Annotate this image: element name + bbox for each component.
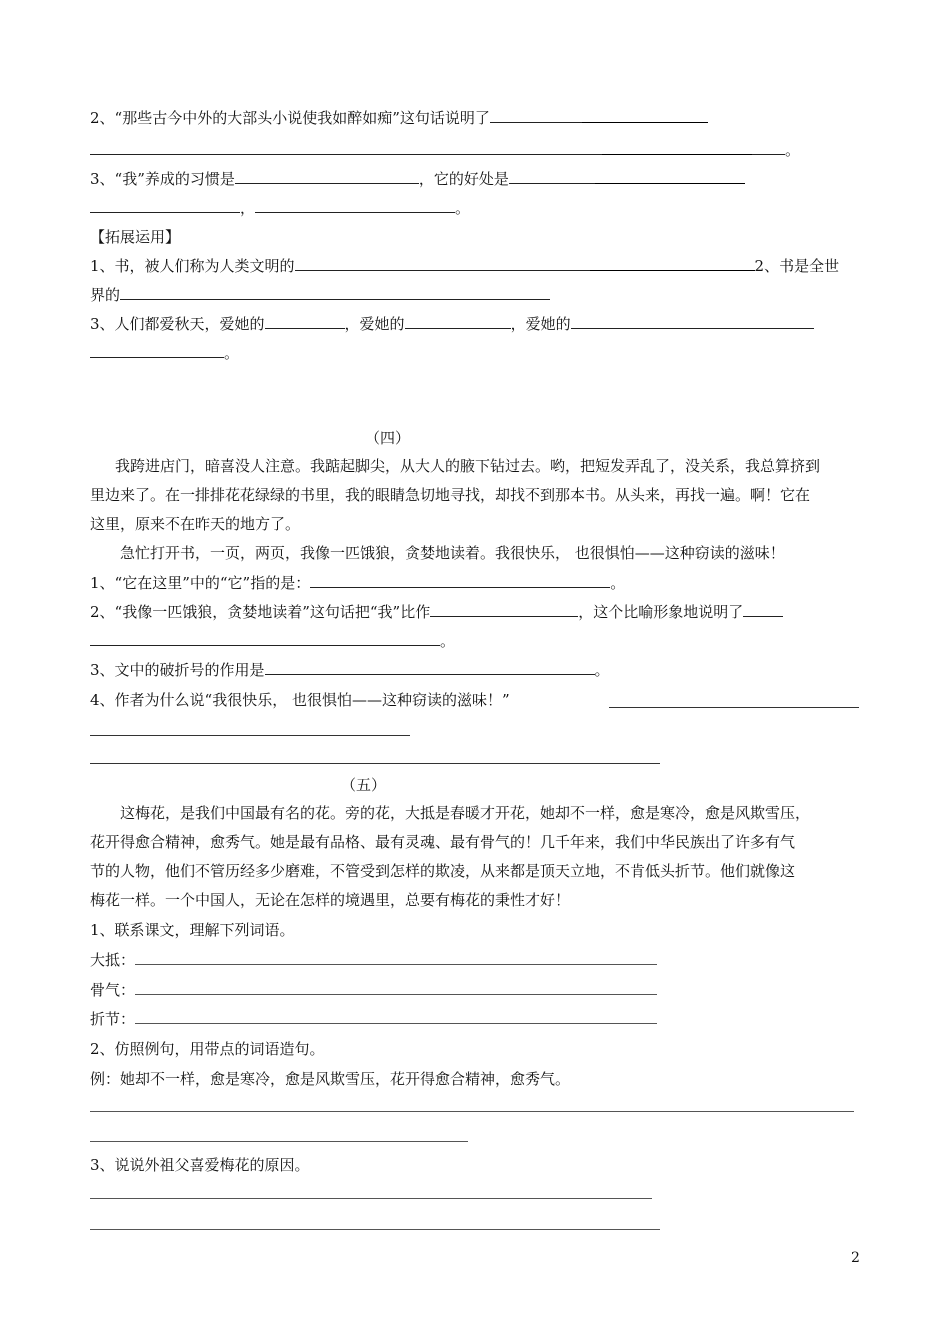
- section-5-question-3: 3、说说外祖父喜爱梅花的原因。: [90, 1156, 310, 1174]
- question-3: [90, 169, 745, 189]
- answer-blank[interactable]: [90, 631, 440, 646]
- expansion-question-3-line2: [90, 343, 239, 363]
- question-text: ，爱她的: [510, 315, 571, 333]
- section-5-heading: （五）: [341, 776, 387, 794]
- section-4-question-2-line2: [90, 631, 455, 651]
- answer-blank[interactable]: [571, 314, 814, 329]
- answer-blank[interactable]: [490, 108, 582, 123]
- example-sentence: 例：她却不一样，愈是寒冷，愈是风欺雪压，花开得愈合精神，愈秀气。: [90, 1070, 571, 1088]
- period: 。: [594, 661, 610, 679]
- question-text: ，爱她的: [344, 315, 405, 333]
- word-guqi: [90, 980, 657, 1000]
- passage-5-line-3: 节的人物，他们不管历经多少磨难，不管受到怎样的欺凌，从来都是顶天立地，不肯低头折节。他们就像这: [90, 862, 796, 880]
- answer-blank[interactable]: [235, 169, 419, 184]
- answer-blank[interactable]: [430, 602, 578, 617]
- answer-blank[interactable]: [310, 573, 610, 588]
- answer-blank[interactable]: [265, 660, 595, 675]
- answer-blank[interactable]: [405, 314, 511, 329]
- answer-blank[interactable]: [90, 140, 602, 155]
- section-4-question-3: [90, 660, 610, 680]
- answer-blank[interactable]: [582, 108, 708, 123]
- answer-blank[interactable]: [135, 1009, 657, 1024]
- word-label: 折节：: [90, 1010, 136, 1028]
- question-text: 3、文中的破折号的作用是: [90, 661, 265, 679]
- answer-blank[interactable]: [135, 950, 657, 965]
- answer-line[interactable]: [90, 1111, 854, 1112]
- answer-line[interactable]: [90, 1141, 468, 1142]
- word-dadi: [90, 950, 657, 970]
- period: 。: [785, 141, 801, 159]
- answer-blank[interactable]: [255, 198, 455, 213]
- answer-blank[interactable]: [595, 169, 745, 184]
- question-text: ，它的好处是: [418, 170, 509, 188]
- passage-5-line-2: 花开得愈合精神，愈秀气。她是最有品格、最有灵魂、最有骨气的！几千年来，我们中华民族出了许多有气: [90, 833, 796, 851]
- word-zhejie: [90, 1009, 657, 1029]
- answer-blank[interactable]: [602, 140, 752, 155]
- question-text: 2、“那些古今中外的大部头小说使我如醉如痴”这句话说明了: [90, 109, 490, 127]
- period: 。: [610, 574, 626, 592]
- question-text: 1、书，被人们称为人类文明的: [90, 257, 295, 275]
- passage-4-line-1: 我跨进店门，暗喜没人注意。我踮起脚尖，从大人的腋下钻过去。哟，把短发弄乱了，没关系，我总算挤到: [115, 457, 821, 475]
- section-4-heading: （四）: [365, 429, 411, 447]
- section-5-question-1: 1、联系课文，理解下列词语。: [90, 921, 295, 939]
- section-5-question-2: 2、仿照例句，用带点的词语造句。: [90, 1040, 325, 1058]
- question-3-line2: [90, 198, 470, 218]
- question-text: 界的: [90, 286, 121, 304]
- answer-line[interactable]: [90, 763, 660, 764]
- answer-blank[interactable]: [752, 140, 785, 155]
- passage-4-para-2: 急忙打开书，一页，两页，我像一匹饿狼，贪婪地读着。我很快乐， 也很惧怕——这种窃读的滋味！: [120, 544, 785, 562]
- page-number: 2: [851, 1250, 860, 1266]
- answer-line[interactable]: [609, 707, 859, 708]
- passage-5-line-1: 这梅花，是我们中国最有名的花。旁的花，大抵是春暖才开花，她却不一样，愈是寒冷，愈是风欺雪压，: [120, 804, 811, 822]
- answer-line[interactable]: [90, 735, 410, 736]
- expansion-question-1: [90, 256, 839, 276]
- period: 。: [455, 199, 471, 217]
- expansion-question-3: [90, 314, 814, 334]
- expansion-question-2-line2: [90, 285, 550, 305]
- section-4-question-1: [90, 573, 625, 593]
- question-text: ，这个比喻形象地说明了: [578, 603, 744, 621]
- answer-blank[interactable]: [90, 343, 224, 358]
- expansion-title: 【拓展运用】: [90, 228, 181, 246]
- answer-blank[interactable]: [135, 980, 657, 995]
- answer-line[interactable]: [90, 1198, 652, 1199]
- question-2-line2: [90, 140, 800, 160]
- answer-blank[interactable]: [743, 602, 783, 617]
- word-label: 骨气：: [90, 981, 136, 999]
- answer-blank[interactable]: [265, 314, 345, 329]
- question-text: 3、人们都爱秋天，爱她的: [90, 315, 265, 333]
- question-text: 2、“我像一匹饿狼，贪婪地读着”这句话把“我”比作: [90, 603, 431, 621]
- section-4-question-2: [90, 602, 783, 622]
- question-text: 1、“它在这里”中的“它”指的是：: [90, 574, 311, 592]
- passage-4-line-2: 里边来了。在一排排花花绿绿的书里，我的眼睛急切地寻找，却找不到那本书。从头来，再找一遍。啊！它在: [90, 486, 811, 504]
- answer-blank[interactable]: [90, 198, 240, 213]
- section-4-question-4: 4、作者为什么说“我很快乐， 也很惧怕——这种窃读的滋味！”: [90, 691, 510, 709]
- period: 。: [224, 344, 240, 362]
- question-text: 2、书是全世: [754, 257, 840, 275]
- answer-blank[interactable]: [120, 285, 550, 300]
- word-label: 大抵：: [90, 951, 136, 969]
- question-text: 3、“我”养成的习惯是: [90, 170, 235, 188]
- answer-blank[interactable]: [509, 169, 595, 184]
- comma: ，: [240, 199, 256, 217]
- answer-blank[interactable]: [295, 256, 590, 271]
- passage-5-line-4: 梅花一样。一个中国人，无论在怎样的境遇里，总要有梅花的秉性才好！: [90, 891, 571, 909]
- answer-line[interactable]: [90, 1229, 660, 1230]
- period: 。: [440, 632, 456, 650]
- answer-blank[interactable]: [590, 256, 755, 271]
- passage-4-line-3: 这里，原来不在昨天的地方了。: [90, 515, 301, 533]
- question-2: [90, 108, 708, 128]
